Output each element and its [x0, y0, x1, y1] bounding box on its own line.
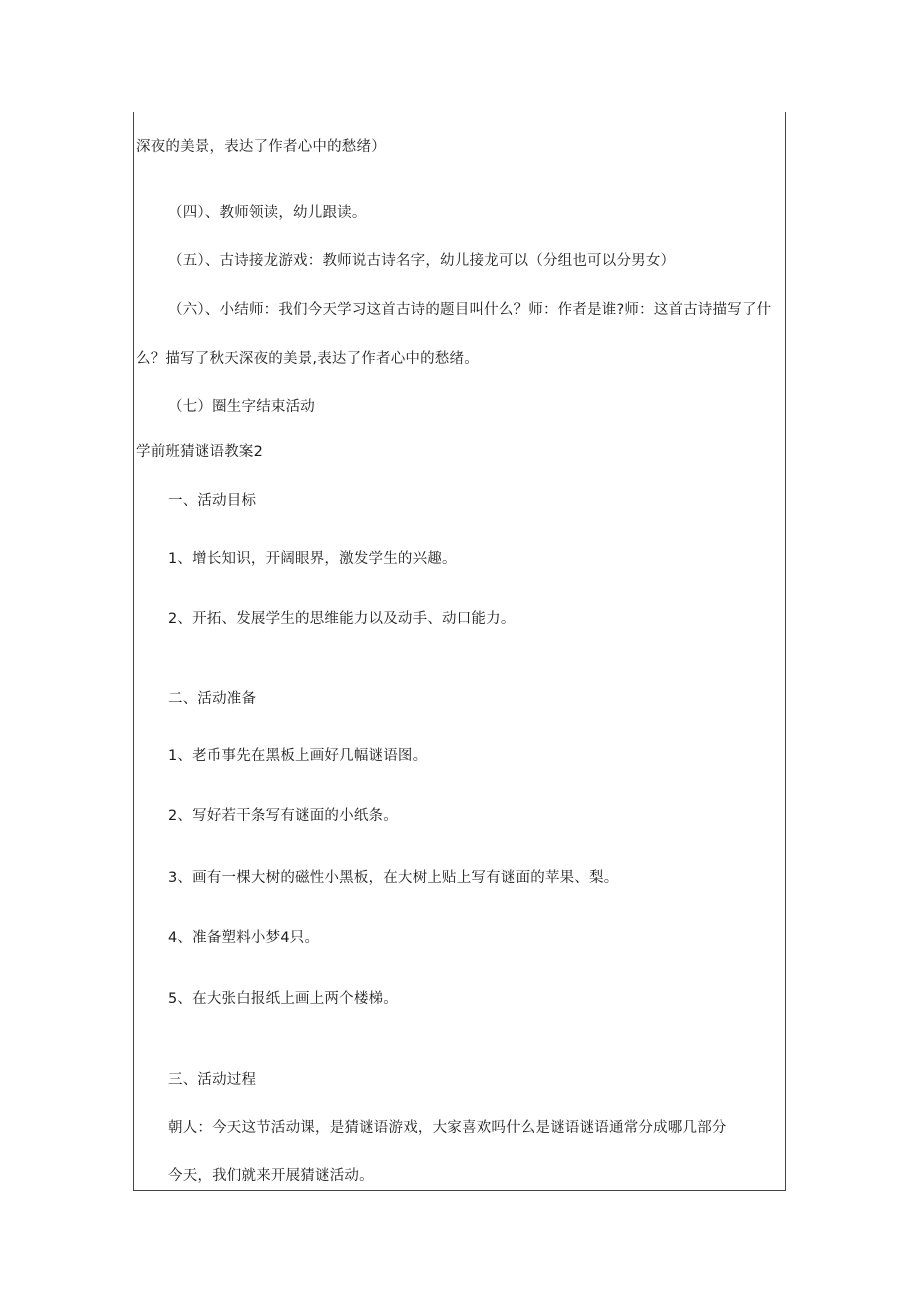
text-line: 深夜的美景，表达了作者心中的愁绪） — [136, 139, 386, 155]
list-item: 1、增长知识，开阔眼界，激发学生的兴趣。 — [168, 551, 457, 567]
text-line: （七）圈生字结束活动 — [168, 399, 315, 415]
list-item: 4、准备塑料小梦4只。 — [168, 930, 320, 946]
list-item: 3、画有一棵大树的磁性小黑板，在大树上贴上写有谜面的苹果、梨。 — [168, 870, 619, 886]
text-line: （六）、小结师：我们今天学习这首古诗的题目叫什么？师：作者是谁?师：这首古诗描写了什 — [168, 302, 772, 318]
text-line: （四）、教师领读，幼儿跟读。 — [168, 205, 367, 221]
text-line: 今天，我们就来开展猜谜活动。 — [168, 1168, 374, 1184]
list-item: 2、写好若干条写有谜面的小纸条。 — [168, 808, 398, 824]
list-item: 1、老币事先在黑板上画好几幅谜语图。 — [168, 748, 428, 764]
text-line: 么？描写了秋天深夜的美景,表达了作者心中的愁绪。 — [136, 351, 479, 367]
section-heading: 一、活动目标 — [168, 493, 257, 509]
page-frame — [133, 112, 786, 1191]
text-line: 朝人：今天这节活动课，是猜谜语游戏，大家喜欢吗什么是谜语谜语通常分成哪几部分 — [168, 1120, 727, 1136]
text-line: （五）、古诗接龙游戏：教师说古诗名字，幼儿接龙可以（分组也可以分男女） — [168, 253, 676, 269]
list-item: 2、开拓、发展学生的思维能力以及动手、动口能力。 — [168, 611, 516, 627]
section-heading: 二、活动准备 — [168, 691, 257, 707]
section-heading: 学前班猜谜语教案2 — [136, 444, 264, 460]
list-item: 5、在大张白报纸上画上两个楼梯。 — [168, 991, 398, 1007]
section-heading: 三、活动过程 — [168, 1072, 257, 1088]
